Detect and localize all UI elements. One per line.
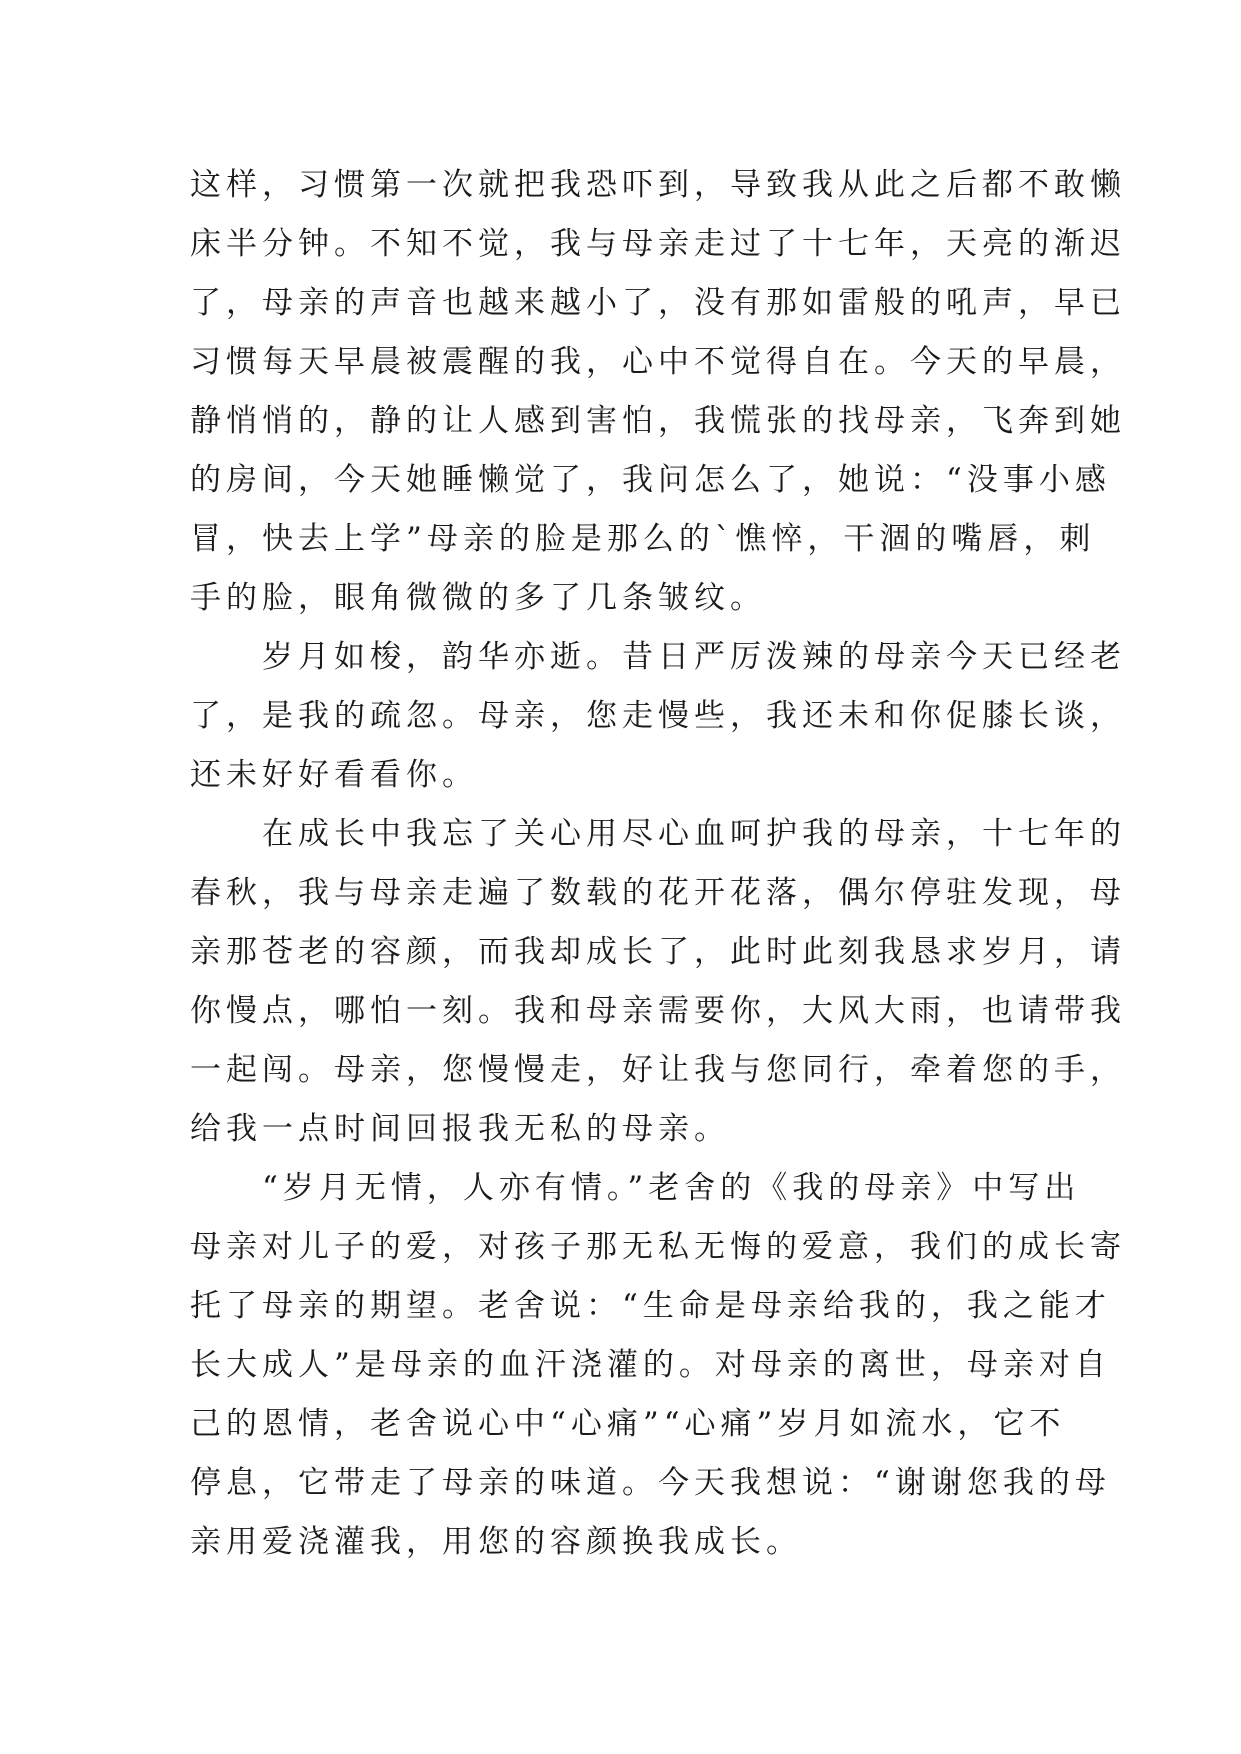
text-line: 这样，习惯第一次就把我恐吓到，导致我从此之后都不敢懒 xyxy=(190,167,1126,203)
text-line: 给我一点时间回报我无私的母亲。 xyxy=(190,1111,730,1147)
text-line: 春秋，我与母亲走遍了数载的花开花落，偶尔停驻发现，母 xyxy=(190,875,1126,911)
text-line: 你慢点，哪怕一刻。我和母亲需要你，大风大雨，也请带我 xyxy=(190,993,1126,1029)
text-line: 冒，快去上学”母亲的脸是那么的`憔悴，干涸的嘴唇，刺 xyxy=(190,521,1096,557)
text-line: 习惯每天早晨被震醒的我，心中不觉得自在。今天的早晨， xyxy=(190,344,1126,380)
text-line: 床半分钟。不知不觉，我与母亲走过了十七年，天亮的渐迟 xyxy=(190,226,1126,262)
text-line: 了，母亲的声音也越来越小了，没有那如雷般的吼声，早已 xyxy=(190,285,1126,321)
text-line: 母亲对儿子的爱，对孩子那无私无悔的爱意，我们的成长寄 xyxy=(190,1229,1126,1265)
text-line: 还未好好看看你。 xyxy=(190,757,478,793)
text-line: 静悄悄的，静的让人感到害怕，我慌张的找母亲，飞奔到她 xyxy=(190,403,1126,439)
text-line: 长大成人”是母亲的血汗浇灌的。对母亲的离世，母亲对自 xyxy=(190,1347,1111,1383)
text-line: 亲那苍老的容颜，而我却成长了，此时此刻我恳求岁月，请 xyxy=(190,934,1126,970)
text-line: 托了母亲的期望。老舍说：“生命是母亲给我的，我之能才 xyxy=(190,1288,1111,1324)
essay-body xyxy=(190,156,1126,1572)
text-line: 亲用爱浇灌我，用您的容颜换我成长。 xyxy=(190,1524,802,1560)
text-line: 己的恩情，老舍说心中“心痛”“心痛”岁月如流水，它不 xyxy=(190,1406,1066,1442)
text-line: 手的脸，眼角微微的多了几条皱纹。 xyxy=(190,580,766,616)
text-line: 停息，它带走了母亲的味道。今天我想说：“谢谢您我的母 xyxy=(190,1465,1111,1501)
text-line: 的房间，今天她睡懒觉了，我问怎么了，她说：“没事小感 xyxy=(190,462,1111,498)
text-line: 岁月如梭，韵华亦逝。昔日严厉泼辣的母亲今天已经老 xyxy=(190,639,1126,675)
text-line: “岁月无情，人亦有情。”老舍的《我的母亲》中写出 xyxy=(190,1170,1081,1206)
text-line: 了，是我的疏忽。母亲，您走慢些，我还未和你促膝长谈， xyxy=(190,698,1126,734)
text-line: 一起闯。母亲，您慢慢走，好让我与您同行，牵着您的手， xyxy=(190,1052,1126,1088)
text-line: 在成长中我忘了关心用尽心血呵护我的母亲，十七年的 xyxy=(190,816,1126,852)
